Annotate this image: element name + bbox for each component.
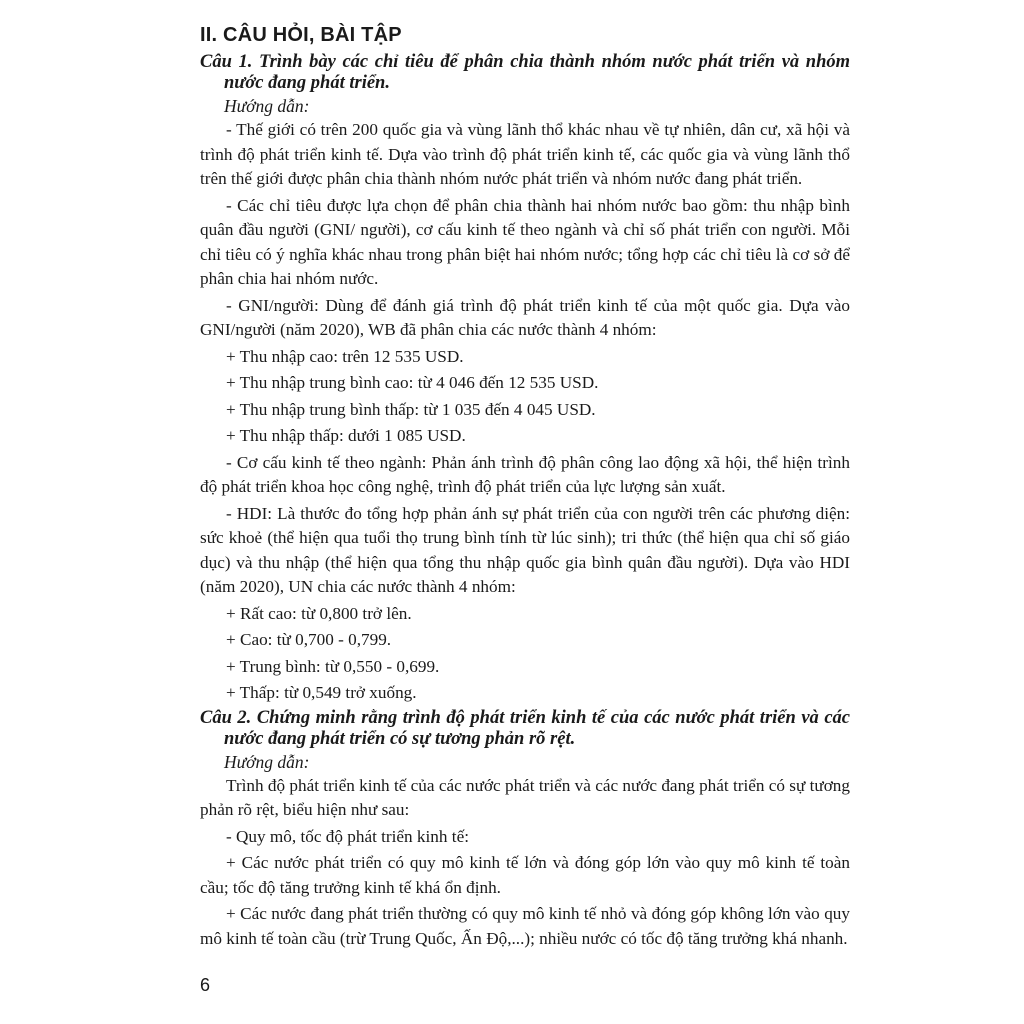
paragraph: + Các nước phát triển có quy mô kinh tế lớn và đóng góp lớn vào quy mô kinh tế toàn cầu; tốc độ tăng trưởng kinh tế khá ổn định.: [200, 853, 850, 897]
paragraph: - HDI: Là thước đo tổng hợp phản ánh sự phát triển của con người trên các phương diện: sức khoẻ (thể hiện qua tuổi thọ trung bình tính từ lúc sinh); tri thức (thể hiện qua chỉ số giáo dục) và thu nhập (thể hiện qua tổng thu nhập quốc gia bình quân đầu người). Dựa vào HDI (năm 2020), UN chia các nước thành 4 nhóm:: [200, 503, 850, 596]
question-1: Câu 1. Trình bày các chỉ tiêu để phân chia thành nhóm nước phát triển và nhóm nước đang phát triển.: [200, 52, 850, 93]
guide-label-1: Hướng dẫn:: [224, 96, 310, 116]
section-title: II. CÂU HỎI, BÀI TẬP: [200, 24, 402, 46]
paragraph: + Các nước đang phát triển thường có quy mô kinh tế nhỏ và đóng góp không lớn vào quy mô kinh tế toàn cầu (trừ Trung Quốc, Ấn Độ,...); nhiều nước có tốc độ tăng trưởng khá nhanh.: [200, 904, 850, 948]
paragraph: - GNI/người: Dùng để đánh giá trình độ phát triển kinh tế của một quốc gia. Dựa vào GNI/người (năm 2020), WB đã phân chia các nước thành 4 nhóm:: [200, 295, 850, 339]
question-2: Câu 2. Chứng minh rằng trình độ phát triển kinh tế của các nước phát triển và các nước đang phát triển có sự tương phản rõ rệt.: [200, 707, 850, 749]
hdi-list-item: + Rất cao: từ 0,800 trở lên.: [226, 603, 412, 623]
hdi-list-item: + Trung bình: từ 0,550 - 0,699.: [226, 656, 440, 676]
hdi-list-item: + Cao: từ 0,700 - 0,799.: [226, 630, 392, 649]
paragraph: - Thế giới có trên 200 quốc gia và vùng lãnh thổ khác nhau về tự nhiên, dân cư, xã hội và trình độ phát triển kinh tế. Dựa vào trình độ phát triển kinh tế, các quốc gia và vùng lãnh thổ trên thế giới được phân chia thành nhóm nước phát triển và nhóm nước đang phát triển.: [200, 120, 850, 188]
paragraph: - Quy mô, tốc độ phát triển kinh tế:: [226, 826, 469, 846]
gni-list-item: + Thu nhập trung bình cao: từ 4 046 đến 12 535 USD.: [226, 373, 599, 392]
guide-label-2: Hướng dẫn:: [224, 751, 310, 772]
document-page: [200, 22, 850, 953]
gni-list-item: + Thu nhập thấp: dưới 1 085 USD.: [226, 426, 466, 445]
page-number: 6: [200, 975, 211, 995]
gni-list-item: + Thu nhập cao: trên 12 535 USD.: [226, 346, 464, 366]
paragraph: - Các chỉ tiêu được lựa chọn để phân chia thành hai nhóm nước bao gồm: thu nhập bình quân đầu người (GNI/ người), cơ cấu kinh tế theo ngành và chỉ số phát triển con người. Mỗi chỉ tiêu có ý nghĩa khác nhau trong phân biệt hai nhóm nước; tổng hợp các chỉ tiêu là cơ sở để phân chia hai nhóm nước.: [200, 195, 850, 288]
paragraph: - Cơ cấu kinh tế theo ngành: Phản ánh trình độ phân công lao động xã hội, thể hiện trình độ phát triển khoa học công nghệ, trình độ phát triển của lực lượng sản xuất.: [200, 452, 850, 496]
gni-list-item: + Thu nhập trung bình thấp: từ 1 035 đến 4 045 USD.: [226, 399, 596, 419]
hdi-list-item: + Thấp: từ 0,549 trở xuống.: [226, 683, 417, 702]
paragraph: Trình độ phát triển kinh tế của các nước phát triển và các nước đang phát triển có sự tương phản rõ rệt, biểu hiện như sau:: [200, 775, 850, 819]
